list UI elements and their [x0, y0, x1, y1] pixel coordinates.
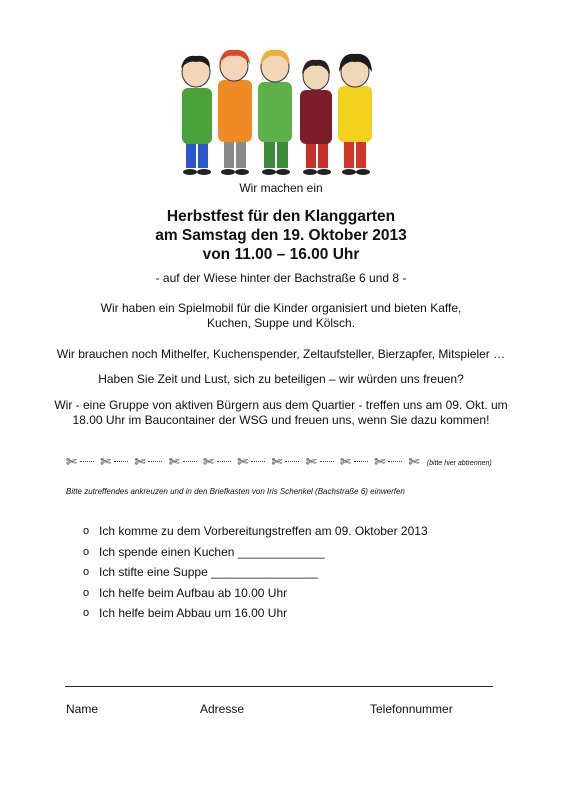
signature-line — [65, 686, 493, 687]
paragraph-offer-line-1: Wir haben ein Spielmobil für die Kinder organisiert und bieten Kaffe, — [100, 301, 462, 315]
scissors-icon: ✄ — [305, 454, 317, 469]
checkbox-circle[interactable]: o — [83, 566, 90, 579]
paragraph-meeting-line-1: Wir - eine Gruppe von aktiven Bürgern aus dem Quartier - treffen uns am 09. Okt. um — [54, 398, 508, 412]
scissors-icon: ✄ — [237, 454, 249, 469]
label-address: Adresse — [200, 702, 245, 716]
checkbox-circle[interactable]: o — [83, 525, 90, 538]
paragraph-question: Haben Sie Zeit und Lust, sich zu beteiligen – wir würden uns freuen? — [98, 372, 464, 386]
scissors-icon: ✄ — [374, 454, 386, 469]
paragraph-meeting — [0, 398, 562, 428]
scissors-icon: ✄ — [134, 454, 146, 469]
child-figure — [338, 54, 372, 175]
child-figure — [258, 50, 292, 175]
option-item[interactable] — [83, 542, 428, 563]
label-phone: Telefonnummer — [370, 702, 453, 716]
option-label: Ich helfe beim Abbau um 16.00 Uhr — [99, 606, 288, 621]
option-label: Ich stifte eine Suppe ________________ — [99, 565, 318, 580]
event-title-line-1: Herbstfest für den Klanggarten — [166, 208, 396, 225]
cut-line — [66, 454, 506, 472]
label-name: Name — [66, 702, 99, 716]
option-item[interactable] — [83, 521, 428, 542]
scissors-icon: ✄ — [66, 454, 77, 469]
cut-note: (bitte hier abtrennen) — [426, 460, 492, 467]
scissors-icon: ✄ — [100, 454, 112, 469]
event-title-line-2: am Samstag den 19. Oktober 2013 — [155, 227, 407, 244]
option-label: Ich helfe beim Aufbau ab 10.00 Uhr — [99, 585, 288, 600]
paragraph-meeting-line-2: 18.00 Uhr im Baucontainer der WSG und freuen uns, wenn Sie dazu kommen! — [72, 413, 490, 427]
instruction-text: Bitte zutreffendes ankreuzen und in den Briefkasten von Iris Schenkel (Bachstraße 6) einwerfen — [66, 487, 405, 496]
option-list — [83, 521, 428, 624]
option-label: Ich komme zu dem Vorbereitungstreffen am 09. Oktober 2013 — [99, 524, 428, 539]
intro-text: Wir machen ein — [239, 181, 323, 195]
scissors-icon: ✄ — [271, 454, 283, 469]
location-text: - auf der Wiese hinter der Bachstraße 6 und 8 - — [155, 271, 407, 285]
child-figure — [300, 60, 332, 175]
checkbox-circle[interactable]: o — [83, 545, 90, 558]
paragraph-offer-line-2: Kuchen, Suppe und Kölsch. — [206, 316, 356, 330]
option-item[interactable] — [83, 583, 428, 604]
child-figure — [218, 50, 252, 175]
scissors-icon: ✄ — [168, 454, 180, 469]
event-title-line-3: von 11.00 – 16.00 Uhr — [202, 246, 360, 263]
option-item[interactable] — [83, 562, 428, 583]
scissors-icon: ✄ — [340, 454, 351, 469]
option-label: Ich spende einen Kuchen _____________ — [99, 544, 325, 559]
child-figure — [181, 56, 212, 175]
scissors-icon: ✄ — [408, 454, 420, 469]
option-item[interactable] — [83, 603, 428, 624]
scissors-icon: ✄ — [203, 454, 214, 469]
checkbox-circle[interactable]: o — [83, 607, 90, 620]
checkbox-circle[interactable]: o — [83, 586, 90, 599]
paragraph-offer — [0, 301, 562, 331]
paragraph-helpers: Wir brauchen noch Mithelfer, Kuchenspender, Zeltaufsteller, Bierzapfer, Mitspieler … — [56, 347, 506, 361]
children-group-illustration — [168, 42, 388, 180]
